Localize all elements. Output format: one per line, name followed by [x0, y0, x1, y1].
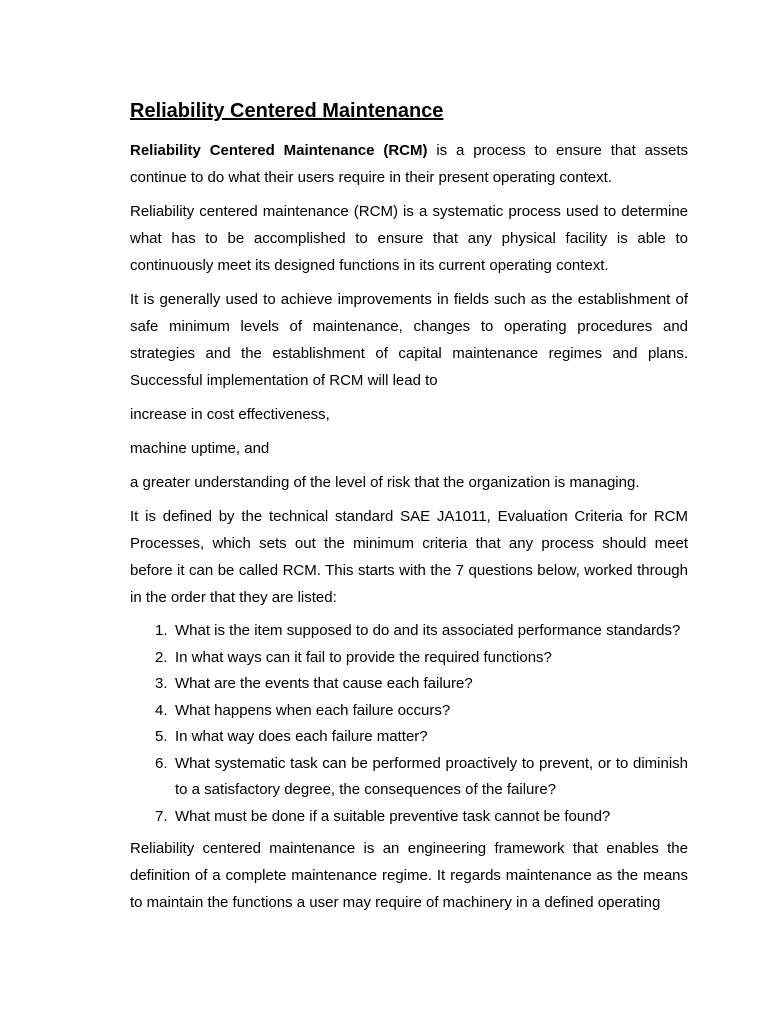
list-item [130, 618, 688, 645]
closing-paragraph: Reliability centered maintenance is an engineering framework that enables the definition of a complete maintenance regime. It regards maintenance as the means to maintain the functions a user may require of machinery in a defined operating [130, 840, 688, 911]
intro-text: is a process to ensure that assets continue to do what their users require in their present operating context. [130, 142, 688, 186]
intro-paragraph [130, 137, 688, 191]
list-item-number: 4. [155, 701, 168, 719]
list-item-number: 5. [155, 728, 168, 745]
rcm-questions-list [130, 618, 688, 830]
document-body [130, 97, 688, 923]
outcome-item: machine uptime, and [130, 440, 270, 457]
list-item-text: What is the item supposed to do and its associated performance standards? [175, 622, 681, 639]
list-item-text: In what way does each failure matter? [175, 728, 428, 745]
improvements-paragraph: It is generally used to achieve improvements in fields such as the establishment of safe minimum levels of maintenance, changes to operating procedures and strategies and the establishment of capital maintenance regimes and plans. Successful implementation of RCM will lead to [130, 291, 688, 389]
definition-paragraph: Reliability centered maintenance (RCM) is a systematic process used to determine what has to be accomplished to ensure that any physical facility is able to continuously meet its designed functions in its current operating context. [130, 203, 688, 274]
outcome-item: increase in cost effectiveness, [130, 406, 330, 423]
list-item-number: 3. [155, 675, 168, 692]
list-item [130, 698, 688, 725]
list-item [130, 724, 688, 751]
list-item-number: 7. [155, 807, 168, 825]
list-item [130, 671, 688, 698]
list-item-text: What are the events that cause each failure? [175, 675, 473, 692]
list-item-number: 2. [155, 648, 168, 666]
list-item-text: What systematic task can be performed proactively to prevent, or to diminish to a satisfactory degree, the consequences of the failure? [175, 754, 688, 798]
list-item-number: 1. [155, 622, 168, 639]
list-item-text: In what ways can it fail to provide the required functions? [175, 648, 552, 666]
list-item-text: What must be done if a suitable preventive task cannot be found? [175, 807, 611, 825]
outcome-item: a greater understanding of the level of risk that the organization is managing. [130, 474, 640, 491]
list-item [130, 751, 688, 804]
list-item-text: What happens when each failure occurs? [175, 701, 451, 719]
list-item-number: 6. [155, 754, 168, 772]
standard-paragraph: It is defined by the technical standard SAE JA1011, Evaluation Criteria for RCM Processes, which sets out the minimum criteria that any process should meet before it can be called RCM. This starts with the 7 questions below, worked through in the order that they are listed: [130, 508, 688, 606]
intro-bold-term: Reliability Centered Maintenance (RCM) [130, 142, 428, 159]
page-title: Reliability Centered Maintenance [130, 100, 444, 122]
list-item [130, 804, 688, 831]
list-item [130, 645, 688, 672]
